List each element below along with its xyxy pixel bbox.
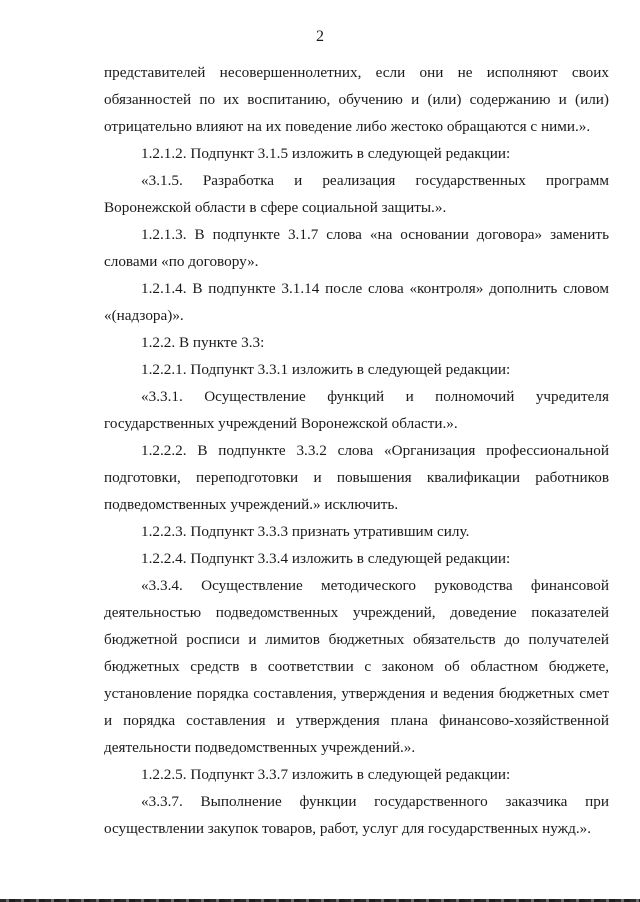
text-line: осуществлении закупок товаров, работ, услуг для государственных нужд.». xyxy=(104,820,592,837)
text-line: «3.3.1. Осуществление функций и полномочий учредителя xyxy=(141,388,609,405)
text-line: «3.3.7. Выполнение функции государственного заказчика при xyxy=(141,793,609,810)
text-line: 1.2.2.3. Подпункт 3.3.3 признать утратившим силу. xyxy=(141,523,470,540)
text-line: 1.2.2.4. Подпункт 3.3.4 изложить в следующей редакции: xyxy=(141,550,511,567)
text-line: деятельности подведомственных учреждений.». xyxy=(104,739,416,756)
text-line: отрицательно влияют на их поведение либо жестоко обращаются с ними.». xyxy=(104,118,591,135)
text-line: Воронежской области в сфере социальной защиты.». xyxy=(104,199,447,216)
text-line: установление порядка составления, утверждения и ведения бюджетных смет xyxy=(104,685,609,702)
page-number: 2 xyxy=(316,28,324,45)
text-line: 1.2.1.2. Подпункт 3.1.5 изложить в следующей редакции: xyxy=(141,145,511,162)
text-line: «3.3.4. Осуществление методического руководства финансовой xyxy=(141,577,609,594)
text-line: словами «по договору». xyxy=(104,253,259,270)
text-line: 1.2.2.5. Подпункт 3.3.7 изложить в следующей редакции: xyxy=(141,766,511,783)
text-line: «3.1.5. Разработка и реализация государственных программ xyxy=(141,172,609,189)
text-line: 1.2.1.4. В подпункте 3.1.14 после слова «контроля» дополнить словом xyxy=(141,280,609,297)
text-line: обязанностей по их воспитанию, обучению и (или) содержанию и (или) xyxy=(104,91,609,108)
text-line: бюджетной росписи и лимитов бюджетных обязательств до получателей xyxy=(104,631,609,648)
text-line: 1.2.1.3. В подпункте 3.1.7 слова «на основании договора» заменить xyxy=(141,226,609,243)
text-line: бюджетных средств в соответствии с законом об областном бюджете, xyxy=(104,658,609,675)
text-line: 1.2.2. В пункте 3.3: xyxy=(141,334,265,351)
text-line: 1.2.2.1. Подпункт 3.3.1 изложить в следующей редакции: xyxy=(141,361,511,378)
text-line: и порядка составления и утверждения плана финансово-хозяйственной xyxy=(104,712,609,729)
document-body xyxy=(104,59,609,842)
text-line: представителей несовершеннолетних, если они не исполняют своих xyxy=(104,64,609,81)
text-line: подведомственных учреждений.» исключить. xyxy=(104,496,399,513)
text-line: «(надзора)». xyxy=(104,307,184,324)
text-line: 1.2.2.2. В подпункте 3.3.2 слова «Организация профессиональной xyxy=(141,442,609,459)
text-line: государственных учреждений Воронежской области.». xyxy=(104,415,458,432)
text-line: подготовки, переподготовки и повышения квалификации работников xyxy=(104,469,609,486)
text-line: деятельностью подведомственных учреждений, доведение показателей xyxy=(104,604,609,621)
